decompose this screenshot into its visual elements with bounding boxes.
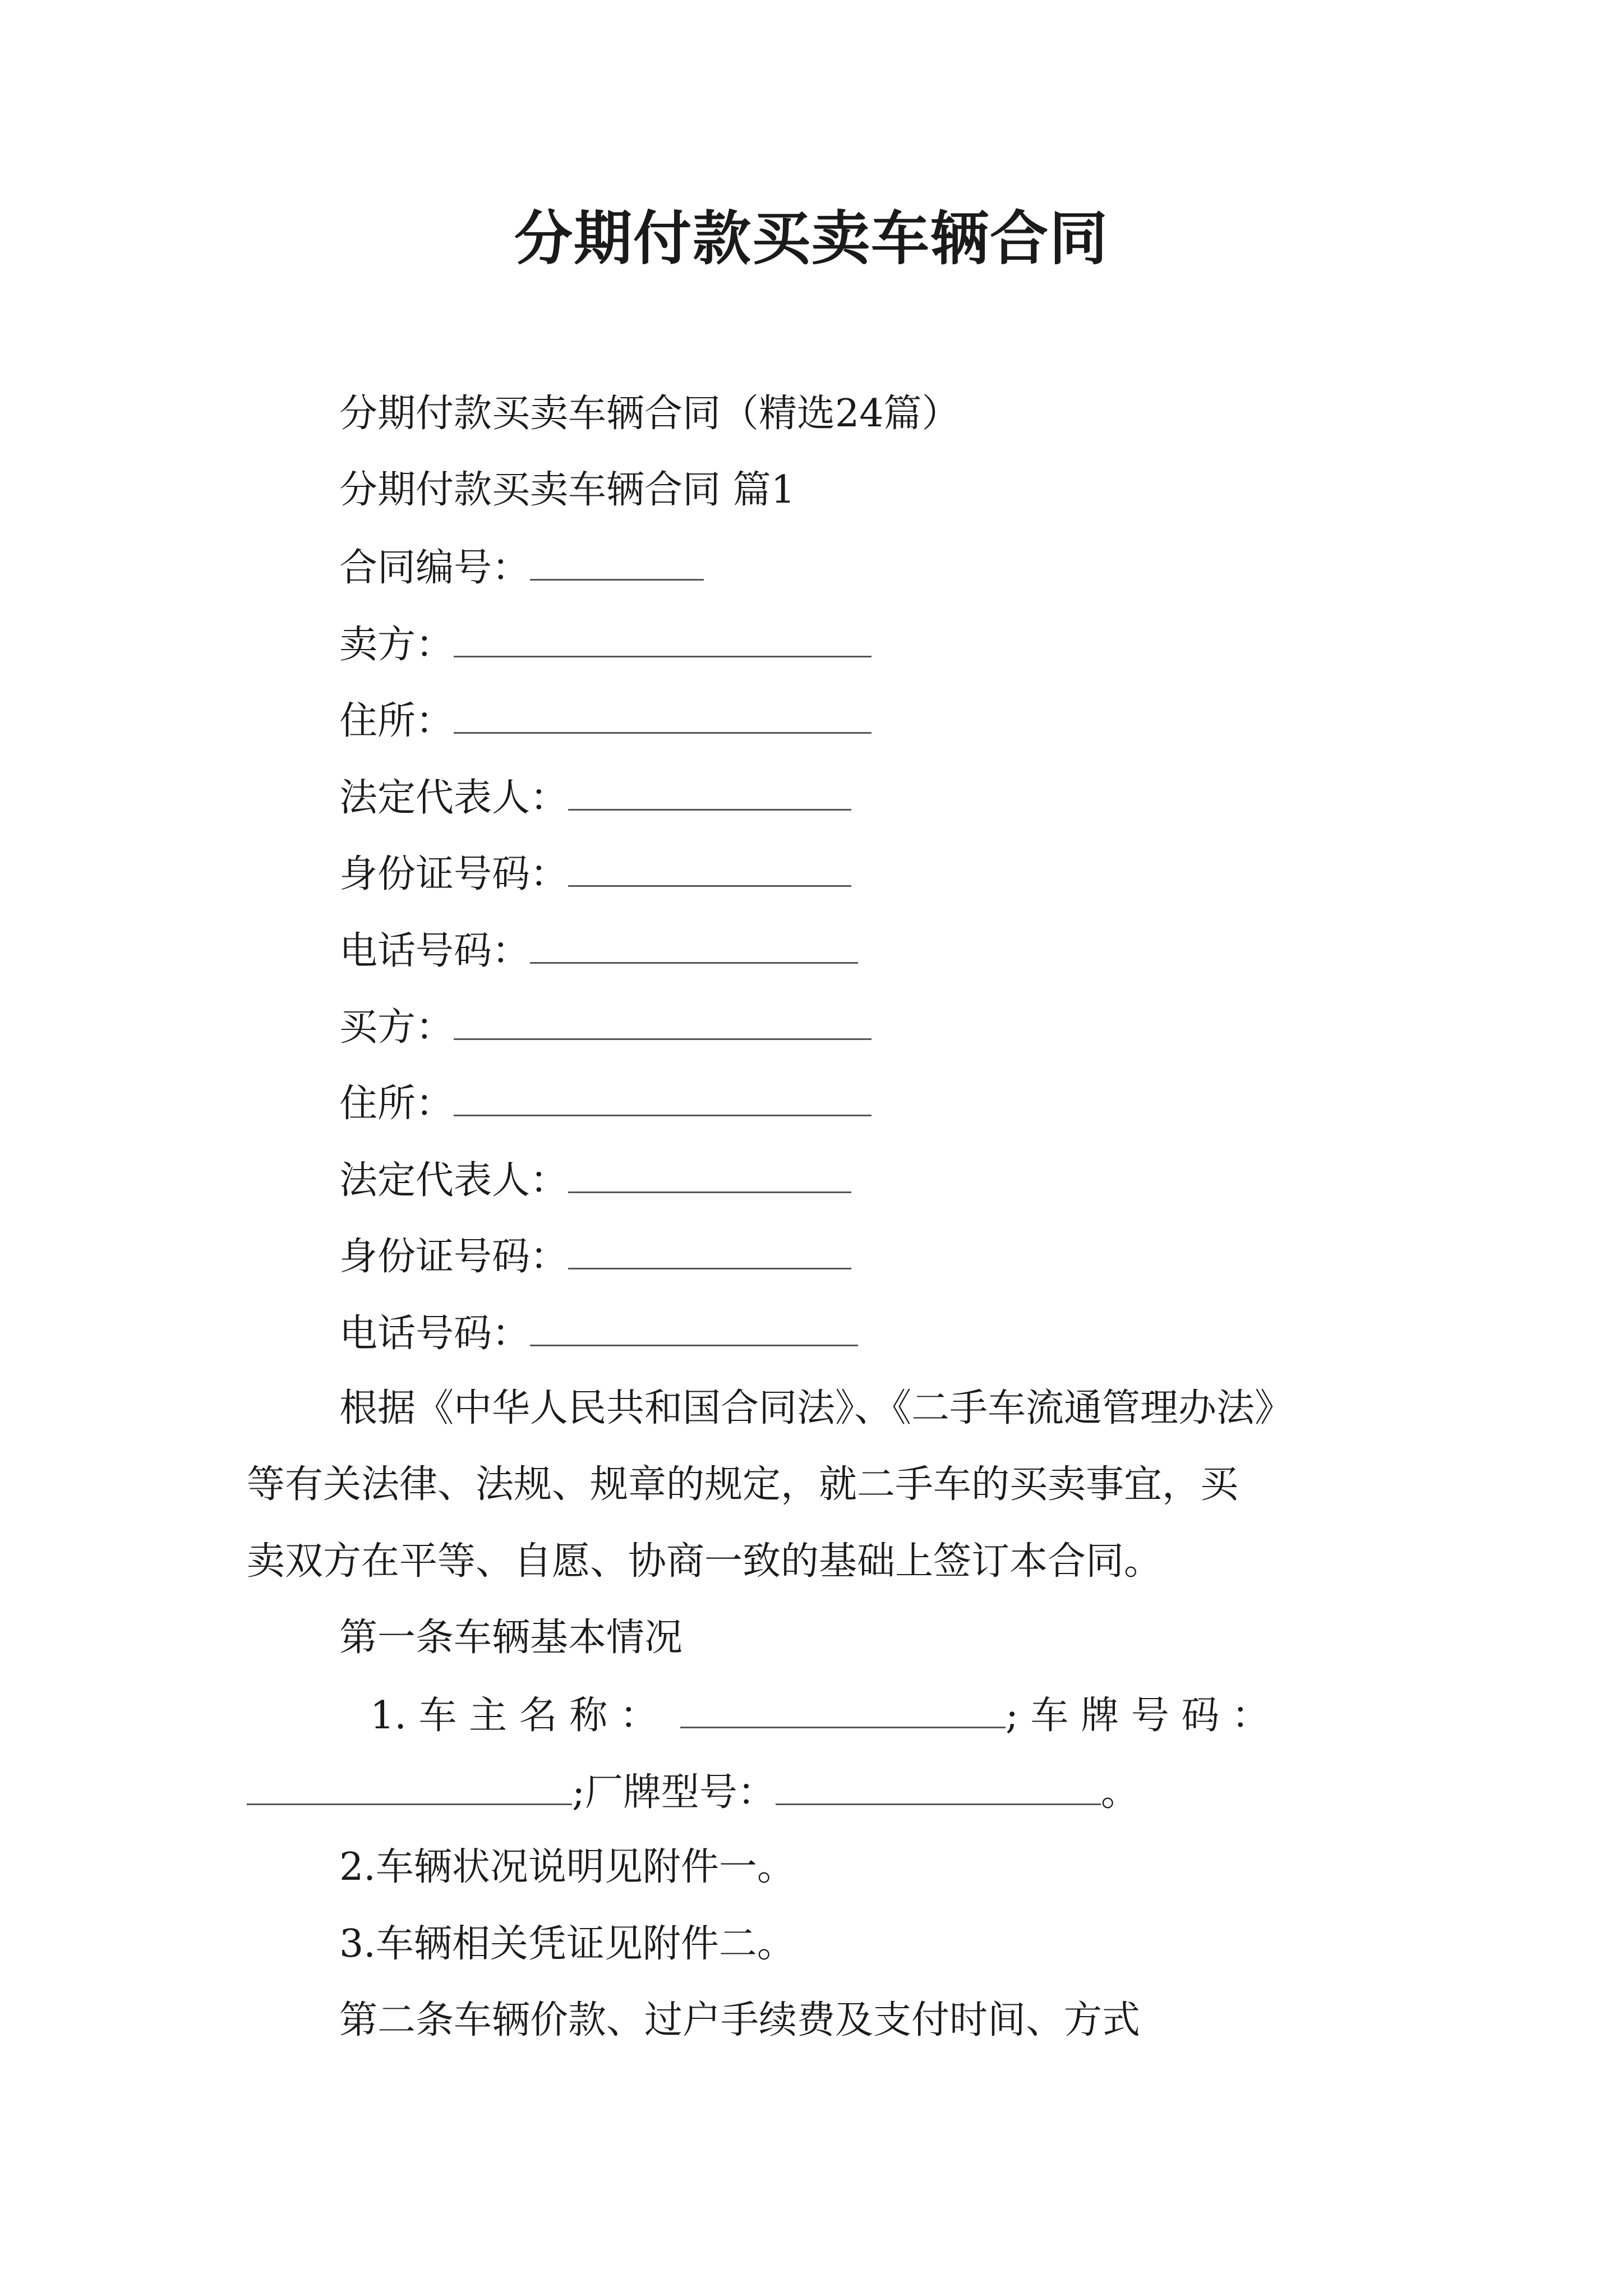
- preamble-line-1: 根据《中华人民共和国合同法》、《二手车流通管理办法》: [339, 1386, 1293, 1430]
- brand-model-label: ;厂牌型号：: [572, 1770, 776, 1815]
- seller-row: [339, 616, 872, 672]
- contract-number-row: [339, 540, 704, 595]
- preamble-line-2: 等有关法律、法规、规章的规定，就二手车的买卖事宜，买: [247, 1462, 1239, 1507]
- buyer-id-row: [339, 1228, 851, 1284]
- buyer-phone-row: [339, 1305, 858, 1361]
- buyer-address-label: 住所：: [339, 1082, 454, 1126]
- document-subtitle: 分期付款买卖车辆合同（精选24篇）: [339, 392, 960, 436]
- seller-legal-rep-row: [339, 770, 851, 825]
- item-1-end-mark: 。: [1100, 1770, 1139, 1815]
- owner-name-label: 1. 车 主 名 称 ：: [370, 1694, 658, 1738]
- seller-address-label: 住所：: [339, 699, 454, 743]
- seller-blank: [454, 616, 872, 657]
- document-title: 分期付款买卖车辆合同: [514, 204, 1109, 273]
- plate-number-blank: [247, 1764, 572, 1805]
- seller-phone-row: [339, 923, 858, 978]
- section-heading: 分期付款买卖车辆合同 篇1: [339, 468, 795, 512]
- buyer-id-label: 身份证号码：: [339, 1235, 569, 1279]
- seller-id-row: [339, 846, 851, 901]
- buyer-legal-rep-label: 法定代表人：: [339, 1158, 569, 1203]
- buyer-phone-label: 电话号码：: [339, 1312, 531, 1356]
- seller-phone-blank: [530, 923, 858, 964]
- buyer-row: [339, 999, 872, 1055]
- item-1-line-2: [247, 1764, 1139, 1820]
- seller-address-blank: [454, 693, 872, 734]
- preamble-line-3: 卖双方在平等、自愿、协商一致的基础上签订本合同。: [247, 1539, 1163, 1584]
- brand-model-blank: [776, 1764, 1101, 1805]
- buyer-blank: [454, 999, 872, 1040]
- seller-id-blank: [568, 846, 851, 887]
- contract-number-label: 合同编号：: [339, 546, 531, 590]
- seller-legal-rep-blank: [568, 770, 851, 811]
- seller-phone-label: 电话号码：: [339, 929, 531, 973]
- seller-label: 卖方：: [339, 623, 454, 667]
- buyer-id-blank: [568, 1228, 851, 1269]
- contract-number-blank: [530, 540, 704, 581]
- seller-legal-rep-label: 法定代表人：: [339, 776, 569, 820]
- buyer-label: 买方：: [339, 1005, 454, 1050]
- article-2-heading: 第二条车辆价款、过户手续费及支付时间、方式: [339, 1998, 1141, 2042]
- seller-id-label: 身份证号码：: [339, 852, 569, 896]
- item-3: 3.车辆相关凭证见附件二。: [339, 1922, 795, 1966]
- item-2: 2.车辆状况说明见附件一。: [339, 1845, 795, 1889]
- buyer-address-blank: [454, 1075, 872, 1116]
- seller-address-row: [339, 693, 872, 748]
- owner-name-blank: [680, 1687, 1006, 1728]
- buyer-legal-rep-row: [339, 1152, 851, 1208]
- plate-number-label: ; 车 牌 号 码 ：: [1005, 1694, 1270, 1738]
- buyer-address-row: [339, 1075, 872, 1131]
- item-1-line-1: [370, 1687, 1270, 1743]
- article-1-heading: 第一条车辆基本情况: [339, 1616, 683, 1660]
- buyer-legal-rep-blank: [568, 1152, 851, 1193]
- buyer-phone-blank: [530, 1305, 858, 1346]
